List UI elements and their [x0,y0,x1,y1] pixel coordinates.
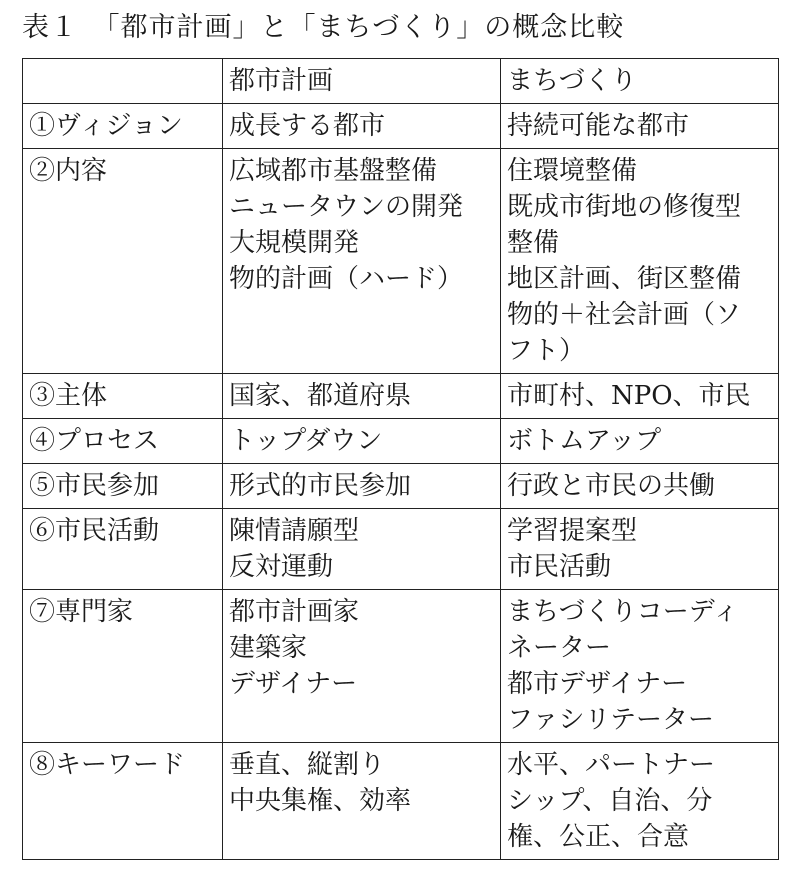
cell-line: 大規模開発 [229,228,360,258]
cell-line: まちづくりコーディ [507,597,739,627]
cell-line: 持続可能な都市 [507,111,690,141]
cell-line: 建築家 [229,633,308,663]
cell-machizukuri [501,590,779,743]
cell-line: シップ、自治、分 [507,786,713,816]
cell-machizukuri [501,104,779,149]
cell-line: 水平、パートナー [507,750,716,780]
table-row [23,464,779,509]
cell-line: ファシリテーター [507,705,714,735]
cell-line: 権、公正、合意 [507,822,690,852]
table-row [23,509,779,590]
cell-machizukuri [501,374,779,419]
cell-toshi-keikaku [223,419,501,464]
cell-line: ボトムアップ [507,426,662,456]
row-label: ⑥市民活動 [23,509,223,590]
cell-toshi-keikaku [223,509,501,590]
cell-toshi-keikaku [223,374,501,419]
cell-toshi-keikaku [223,149,501,374]
row-label: ④プロセス [23,419,223,464]
cell-line: 整備 [507,228,560,258]
header-cell-machizukuri: まちづくり [501,59,779,104]
cell-machizukuri [501,464,779,509]
cell-line: 国家、都道府県 [229,381,412,411]
cell-toshi-keikaku [223,104,501,149]
cell-line: デザイナー [229,669,358,699]
header-cell-toshi-keikaku: 都市計画 [223,59,501,104]
row-label: ⑦専門家 [23,590,223,743]
cell-line: 都市計画家 [229,597,360,627]
cell-line: 地区計画、街区整備 [507,264,742,294]
header-cell-empty [23,59,223,104]
table-row [23,419,779,464]
table-row [23,743,779,860]
cell-machizukuri [501,743,779,860]
cell-line: 行政と市民の共働 [507,471,716,501]
cell-line: 市町村、NPO、市民 [507,381,751,411]
table-row [23,374,779,419]
cell-toshi-keikaku [223,464,501,509]
row-label: ①ヴィジョン [23,104,223,149]
cell-line: 市民活動 [507,552,612,582]
table-row [23,590,779,743]
cell-line: 広域都市基盤整備 [229,156,438,186]
row-label: ⑤市民参加 [23,464,223,509]
cell-line: 陳情請願型 [229,516,360,546]
cell-line: ニュータウンの開発 [229,192,464,222]
comparison-table [22,58,779,860]
cell-machizukuri [501,149,779,374]
table-row [23,149,779,374]
table-row [23,104,779,149]
cell-toshi-keikaku [223,743,501,860]
cell-machizukuri [501,419,779,464]
cell-line: 物的＋社会計画（ソ [507,300,742,330]
cell-machizukuri [501,509,779,590]
row-label: ③主体 [23,374,223,419]
cell-line: 形式的市民参加 [229,471,412,501]
table-header-row [23,59,779,104]
cell-line: 成長する都市 [229,111,386,141]
cell-line: 中央集権、効率 [229,786,412,816]
cell-toshi-keikaku [223,590,501,743]
cell-line: 住環境整備 [507,156,638,186]
row-label: ⑧キーワード [23,743,223,860]
cell-line: 物的計画（ハード） [229,264,464,294]
cell-line: 反対運動 [229,552,334,582]
row-label: ②内容 [23,149,223,374]
cell-line: トップダウン [229,426,383,456]
cell-line: 都市デザイナー [507,669,688,699]
cell-line: ネーター [507,633,612,663]
cell-line: 垂直、縦割り [229,750,386,780]
cell-line: 既成市街地の修復型 [507,192,742,222]
cell-line: 学習提案型 [507,516,638,546]
table-caption: 表１ 「都市計画」と「まちづくり」の概念比較 [22,12,625,43]
cell-line: フト） [507,336,586,366]
